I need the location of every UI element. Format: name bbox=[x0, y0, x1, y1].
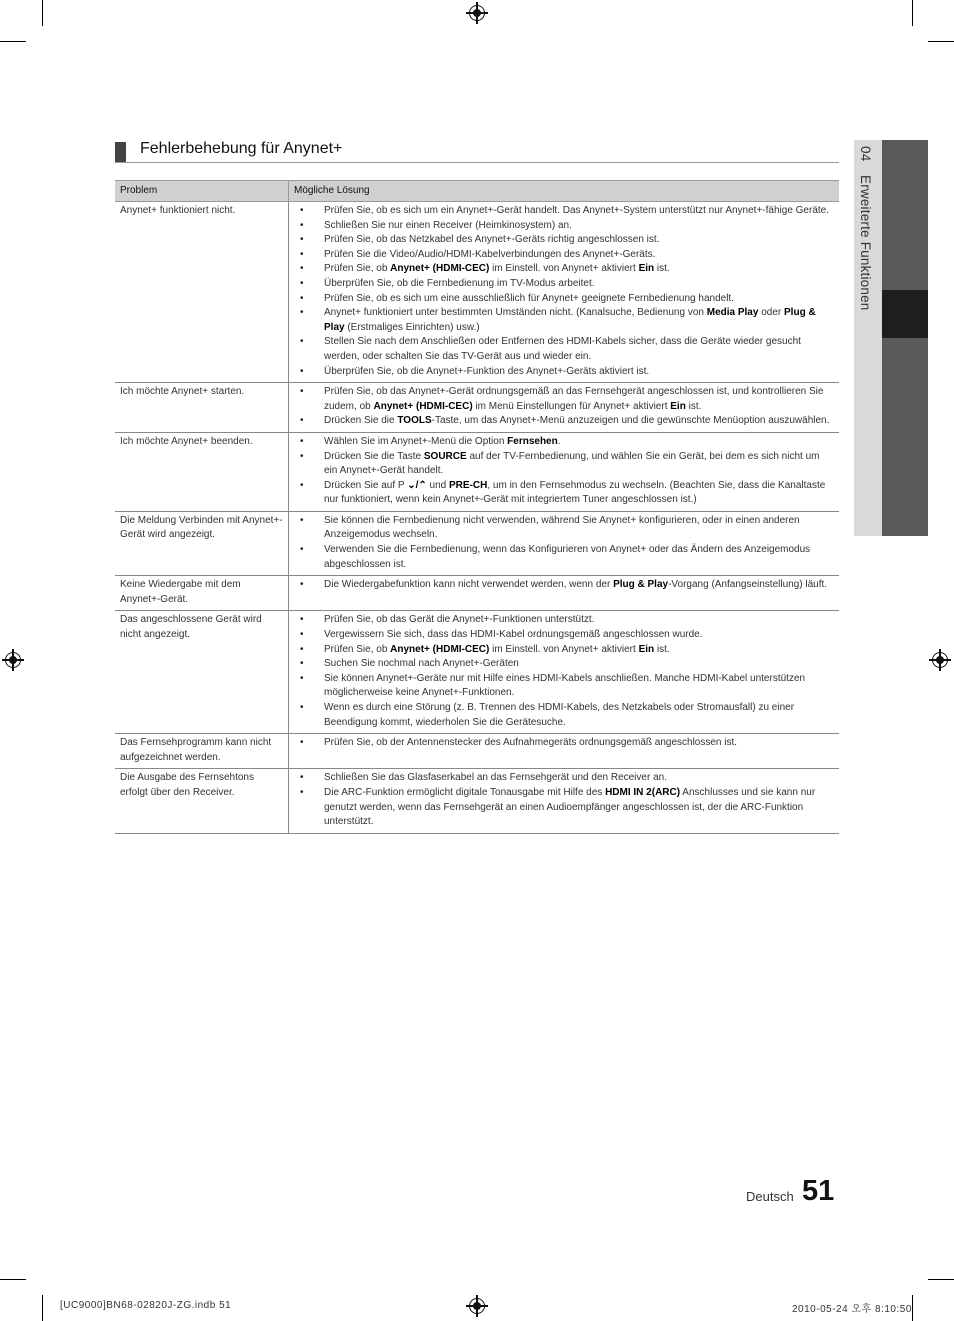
table-row bbox=[115, 769, 839, 833]
chapter-tab-label bbox=[858, 146, 873, 321]
table-row bbox=[115, 576, 839, 611]
solution-item bbox=[300, 414, 834, 429]
solution-cell bbox=[289, 511, 840, 575]
solution-item: • Schließen Sie nur einen Receiver (Heimkinosystem) an. bbox=[300, 219, 834, 234]
solution-list bbox=[294, 771, 834, 829]
solution-item bbox=[300, 578, 834, 593]
problem-cell: Das angeschlossene Gerät wird nicht angezeigt. bbox=[115, 611, 289, 734]
solution-item bbox=[300, 385, 834, 414]
solution-item bbox=[300, 643, 834, 658]
text-segment: Die ARC-Funktion ermöglicht digitale Tonausgabe mit Hilfe des bbox=[324, 786, 606, 798]
solution-item: • Prüfen Sie, ob das Netzkabel des Anynet+-Geräts richtig angeschlossen ist. bbox=[300, 233, 834, 248]
solution-item: • Schließen Sie das Glasfaserkabel an das Fernsehgerät und den Receiver an. bbox=[300, 771, 834, 786]
crop-mark bbox=[912, 1295, 913, 1321]
solution-item: • Suchen Sie nochmal nach Anynet+-Geräten bbox=[300, 657, 834, 672]
solution-list bbox=[294, 514, 834, 572]
text-segment: (Erstmaliges Einrichten) usw.) bbox=[344, 321, 480, 333]
crop-mark bbox=[928, 1279, 954, 1280]
registration-mark-icon bbox=[5, 652, 21, 668]
bold-term: ⌄/⌃ bbox=[407, 479, 427, 491]
bold-term: HDMI IN 2(ARC) bbox=[605, 786, 681, 798]
problem-cell: Die Meldung Verbinden mit Anynet+-Gerät wird angezeigt. bbox=[115, 511, 289, 575]
text-segment: Anynet+ funktioniert unter bestimmten Umständen nicht. (Kanalsuche, Bedienung von bbox=[324, 307, 707, 319]
problem-cell: Anynet+ funktioniert nicht. bbox=[115, 202, 289, 383]
text-segment: Anschlusses und sie kann nur genutzt werden, wenn das Fernsehgerät an einen Audioempfänger angeschlossen ist, der die ARC-Funktion unterstützt. bbox=[324, 786, 816, 828]
section-heading bbox=[115, 140, 839, 163]
bold-term: Plug & Play bbox=[613, 579, 669, 591]
bold-term: Ein bbox=[638, 263, 655, 275]
table-row bbox=[115, 734, 839, 769]
bold-term: Plug & Play bbox=[324, 307, 816, 333]
heading-bar bbox=[115, 142, 126, 162]
text-segment: ist. bbox=[654, 263, 670, 275]
bold-term: Anynet+ (HDMI-CEC) bbox=[390, 643, 490, 655]
bold-term: TOOLS bbox=[397, 415, 432, 427]
solution-cell bbox=[289, 202, 840, 383]
text-segment: Wählen Sie im Anynet+-Menü die Option bbox=[324, 435, 508, 447]
solution-item: • Verwenden Sie die Fernbedienung, wenn das Konfigurieren von Anynet+ oder das Ändern des Anzeigemodus abgeschlossen ist. bbox=[300, 543, 834, 572]
chapter-tab-dark bbox=[882, 140, 928, 536]
text-segment: und bbox=[426, 479, 449, 491]
registration-mark-icon bbox=[932, 652, 948, 668]
bold-term: Anynet+ (HDMI-CEC) bbox=[390, 263, 490, 275]
text-segment: oder bbox=[758, 307, 785, 319]
solution-cell bbox=[289, 383, 840, 433]
chapter-tab-active bbox=[882, 290, 928, 338]
table-body bbox=[115, 202, 839, 834]
bold-term: Anynet+ (HDMI-CEC) bbox=[373, 400, 473, 412]
problem-cell: Ich möchte Anynet+ beenden. bbox=[115, 432, 289, 511]
text-segment: Drücken Sie die bbox=[324, 415, 398, 427]
bold-term: Ein bbox=[638, 643, 655, 655]
crop-mark bbox=[0, 1279, 26, 1280]
text-segment: Prüfen Sie, ob bbox=[324, 643, 391, 655]
crop-mark bbox=[42, 1295, 43, 1321]
solution-cell bbox=[289, 611, 840, 734]
text-segment: -Vorgang (Anfangseinstellung) läuft. bbox=[668, 579, 828, 591]
text-segment: Prüfen Sie, ob das Anynet+-Gerät ordnungsgemäß an das Fernsehgerät angeschlossen ist, und kontrollieren Sie zudem, ob bbox=[324, 386, 824, 412]
solution-item: • Sie können Anynet+-Geräte nur mit Hilfe eines HDMI-Kabels anschließen. Manche HDMI-Kabel unterstützen möglicherweise keine Anynet+-Funktionen. bbox=[300, 672, 834, 701]
column-header-problem: Problem bbox=[115, 181, 289, 202]
crop-mark bbox=[42, 0, 43, 26]
bold-term: Media Play bbox=[706, 307, 759, 319]
text-segment: ist. bbox=[685, 400, 702, 412]
solution-list bbox=[294, 736, 834, 751]
solution-list bbox=[294, 578, 834, 593]
solution-item bbox=[300, 435, 834, 450]
solution-item: • Wenn es durch eine Störung (z. B. Trennen des HDMI-Kabels, des Netzkabels oder Stromausfall) zu einer Beendigung kommt, wiederholen Sie die Gerätesuche. bbox=[300, 701, 834, 730]
solution-item: • Prüfen Sie, ob es sich um eine ausschließlich für Anynet+ geeignete Fernbedienung handelt. bbox=[300, 292, 834, 307]
crop-mark bbox=[0, 41, 26, 42]
print-info-left: [UC9000]BN68-02820J-ZG.indb 51 bbox=[60, 1300, 232, 1311]
solution-list bbox=[294, 613, 834, 730]
section-title: Fehlerbehebung für Anynet+ bbox=[140, 140, 343, 157]
text-segment: Prüfen Sie, ob bbox=[324, 263, 391, 275]
crop-mark bbox=[912, 0, 913, 26]
solution-item: • Stellen Sie nach dem Anschließen oder Entfernen des HDMI-Kabels sicher, dass die Geräte wieder gesucht werden, oder schalten Sie das TV-Gerät aus und wieder ein. bbox=[300, 335, 834, 364]
page-number: 51 bbox=[802, 1175, 835, 1207]
table-row bbox=[115, 432, 839, 511]
text-segment: , um in den Fernsehmodus zu wechseln. (Beachten Sie, dass die Kanaltaste nur funktioniert, wenn kein Anynet+-Gerät mit integriertem Tuner angeschlossen ist.) bbox=[324, 479, 826, 506]
problem-cell: Keine Wiedergabe mit dem Anynet+-Gerät. bbox=[115, 576, 289, 611]
table-header-row bbox=[115, 181, 839, 202]
solution-list bbox=[294, 204, 834, 379]
problem-cell: Das Fernsehprogramm kann nicht aufgezeichnet werden. bbox=[115, 734, 289, 769]
crop-mark bbox=[928, 41, 954, 42]
solution-item bbox=[300, 786, 834, 830]
registration-mark-icon bbox=[469, 1298, 485, 1314]
solution-item: • Prüfen Sie die Video/Audio/HDMI-Kabelverbindungen des Anynet+-Geräts. bbox=[300, 248, 834, 263]
table-row bbox=[115, 611, 839, 734]
solution-item: • Überprüfen Sie, ob die Fernbedienung im TV-Modus arbeitet. bbox=[300, 277, 834, 292]
solution-cell bbox=[289, 769, 840, 833]
text-segment: . bbox=[557, 435, 561, 447]
solution-list bbox=[294, 435, 834, 508]
text-segment: Die Wiedergabefunktion kann nicht verwendet werden, wenn der bbox=[324, 579, 614, 591]
text-segment: im Einstell. von Anynet+ aktiviert bbox=[489, 263, 639, 275]
solution-item bbox=[300, 479, 834, 508]
solution-item: • Prüfen Sie, ob es sich um ein Anynet+-Gerät handelt. Das Anynet+-System unterstützt nur Anynet+-fähige Geräte. bbox=[300, 204, 834, 219]
registration-mark-icon bbox=[469, 5, 485, 21]
print-info-right: 2010-05-24 오후 8:10:50 bbox=[792, 1304, 912, 1315]
solution-item: • Sie können die Fernbedienung nicht verwenden, während Sie Anynet+ konfigurieren, oder in einen anderen Anzeigemodus wechseln. bbox=[300, 514, 834, 543]
table-row bbox=[115, 383, 839, 433]
solution-item: • Prüfen Sie, ob das Gerät die Anynet+-Funktionen unterstützt. bbox=[300, 613, 834, 628]
text-segment: -Taste, um das Anynet+-Menü anzuzeigen und die gewünschte Menüoption auszuwählen. bbox=[431, 415, 830, 427]
troubleshooting-table bbox=[115, 180, 839, 834]
solution-list bbox=[294, 385, 834, 429]
column-header-solution: Mögliche Lösung bbox=[289, 181, 840, 202]
solution-cell bbox=[289, 576, 840, 611]
problem-cell: Die Ausgabe des Fernsehtons erfolgt über den Receiver. bbox=[115, 769, 289, 833]
text-segment: im Einstell. von Anynet+ aktiviert bbox=[489, 643, 639, 655]
solution-cell bbox=[289, 432, 840, 511]
chapter-title: Erweiterte Funktionen bbox=[858, 175, 873, 311]
text-segment: Drücken Sie auf P bbox=[324, 479, 408, 491]
text-segment: im Menü Einstellungen für Anynet+ aktiviert bbox=[472, 400, 671, 412]
solution-item: • Vergewissern Sie sich, dass das HDMI-Kabel ordnungsgemäß angeschlossen wurde. bbox=[300, 628, 834, 643]
solution-cell bbox=[289, 734, 840, 769]
text-segment: ist. bbox=[654, 643, 670, 655]
footer-language: Deutsch bbox=[746, 1189, 794, 1204]
problem-cell: Ich möchte Anynet+ starten. bbox=[115, 383, 289, 433]
solution-item: • Überprüfen Sie, ob die Anynet+-Funktion des Anynet+-Geräts aktiviert ist. bbox=[300, 365, 834, 380]
bold-term: Ein bbox=[670, 400, 686, 412]
text-segment: Drücken Sie die Taste bbox=[324, 450, 424, 462]
solution-item bbox=[300, 262, 834, 277]
table-row bbox=[115, 511, 839, 575]
table-row bbox=[115, 202, 839, 383]
solution-item bbox=[300, 450, 834, 479]
bold-term: SOURCE bbox=[423, 450, 467, 462]
solution-item: • Prüfen Sie, ob der Antennenstecker des Aufnahmegeräts ordnungsgemäß angeschlossen ist. bbox=[300, 736, 834, 751]
solution-item bbox=[300, 306, 834, 335]
bold-term: PRE-CH bbox=[449, 479, 488, 491]
text-segment: auf der TV-Fernbedienung, und wählen Sie ein Gerät, bei dem es sich nicht um ein Anynet+-Gerät handelt. bbox=[324, 450, 820, 477]
bold-term: Fernsehen bbox=[507, 435, 558, 447]
chapter-number: 04 bbox=[858, 146, 873, 162]
